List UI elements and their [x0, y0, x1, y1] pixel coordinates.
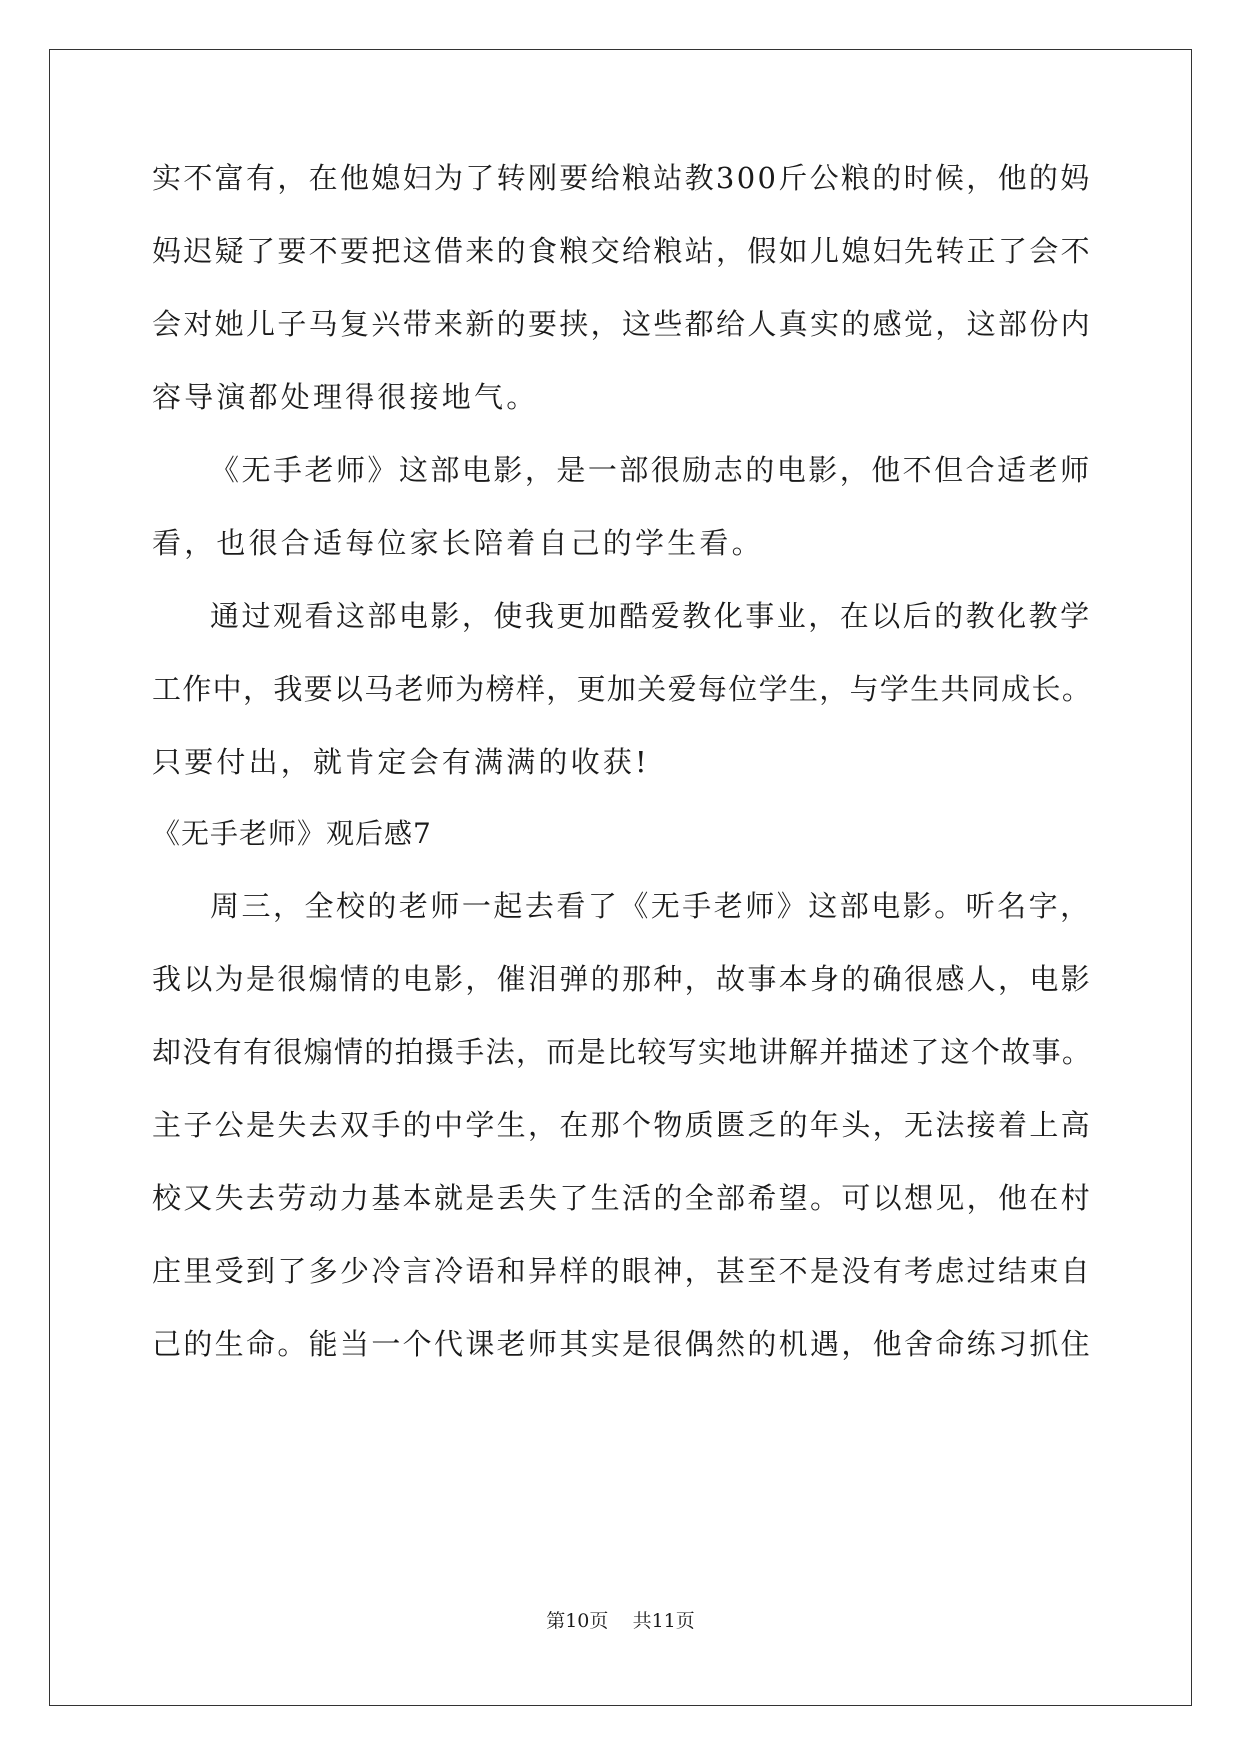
paragraph-line: 周三，全校的老师一起去看了《无手老师》这部电影。听名字，: [210, 889, 1092, 923]
paragraph-line: 我以为是很煽情的电影，催泪弹的那种，故事本身的确很感人，电影: [152, 962, 1093, 996]
paragraph-line: 主子公是失去双手的中学生，在那个物质匮乏的年头，无法接着上高: [152, 1108, 1093, 1142]
paragraph-line: 只要付出，就肯定会有满满的收获!: [152, 745, 650, 779]
paragraph-line: 实不富有，在他媳妇为了转刚要给粮站教300斤公粮的时候，他的妈: [152, 161, 1092, 195]
paragraph-line: 工作中，我要以马老师为榜样，更加关爱每位学生，与学生共同成长。: [152, 672, 1093, 706]
page-footer: [0, 1609, 1241, 1633]
paragraph-line: 己的生命。能当一个代课老师其实是很偶然的机遇，他舍命练习抓住: [152, 1327, 1093, 1361]
page-border: [49, 49, 1192, 1706]
paragraph-line: 校又失去劳动力基本就是丢失了生活的全部希望。可以想见，他在村: [152, 1181, 1093, 1215]
paragraph-line: 会对她儿子马复兴带来新的要挟，这些都给人真实的感觉，这部份内: [152, 307, 1093, 341]
paragraph-line: 《无手老师》这部电影，是一部很励志的电影，他不但合适老师: [210, 453, 1092, 487]
page-number: 第10页: [546, 1610, 609, 1632]
paragraph-line: 妈迟疑了要不要把这借来的食粮交给粮站，假如儿媳妇先转正了会不: [152, 234, 1093, 268]
paragraph-line: 看，也很合适每位家长陪着自己的学生看。: [152, 526, 764, 560]
paragraph-line: 庄里受到了多少冷言冷语和异样的眼神，甚至不是没有考虑过结束自: [152, 1254, 1093, 1288]
section-heading: 《无手老师》观后感7: [152, 817, 432, 850]
paragraph-line: 容导演都处理得很接地气。: [152, 380, 539, 414]
paragraph-line: 通过观看这部电影，使我更加酷爱教化事业，在以后的教化教学: [210, 599, 1092, 633]
page-total: 共11页: [632, 1610, 695, 1632]
paragraph-line: 却没有有很煽情的拍摄手法，而是比较写实地讲解并描述了这个故事。: [152, 1035, 1093, 1069]
